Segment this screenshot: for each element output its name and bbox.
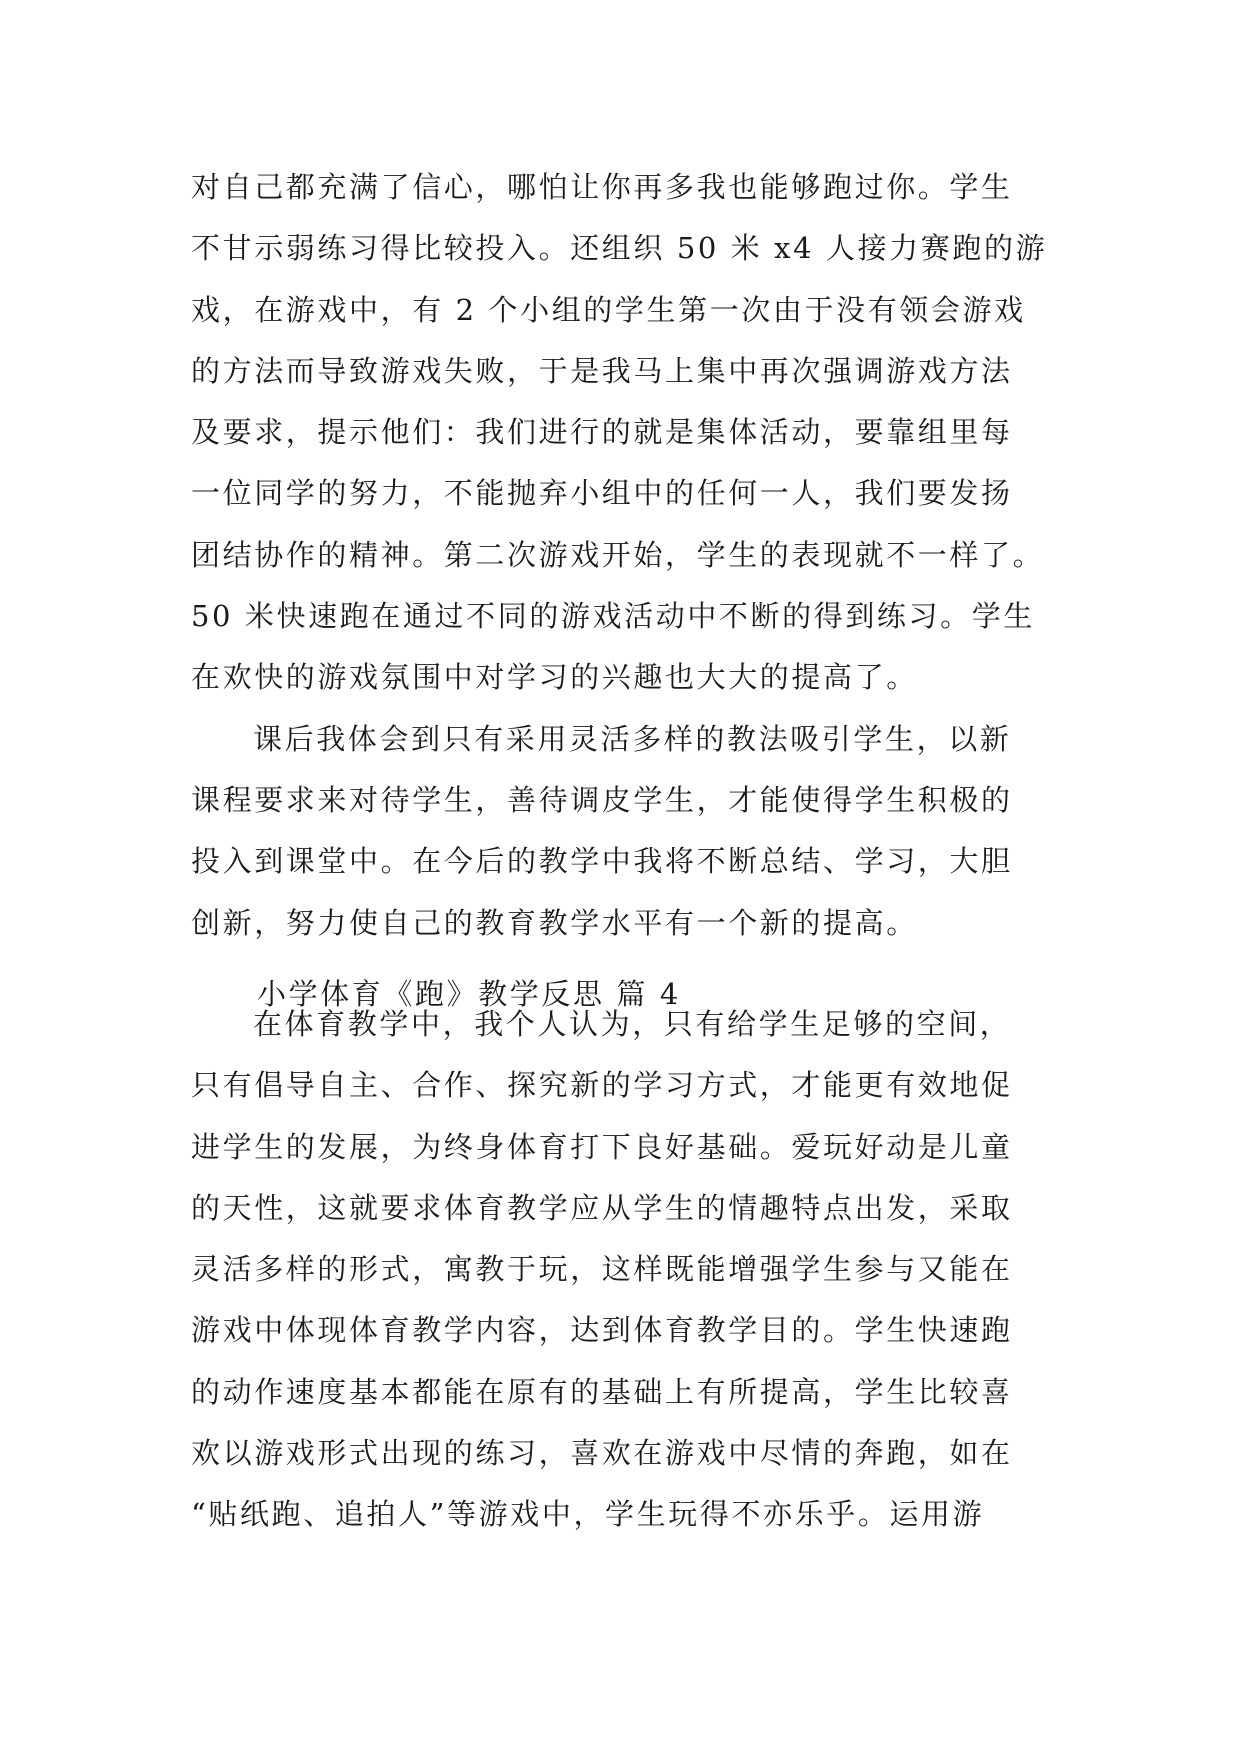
text-line: 及要求，提示他们：我们进行的就是集体活动，要靠组里每: [191, 415, 1013, 450]
text-line: 灵活多样的形式，寓教于玩，这样既能增强学生参与又能在: [191, 1252, 1013, 1287]
text-line: 一位同学的努力，不能抛弃小组中的任何一人，我们要发扬: [191, 476, 1013, 511]
text-line: 团结协作的精神。第二次游戏开始，学生的表现就不一样了。: [191, 537, 1045, 572]
text-line: 进学生的发展，为终身体育打下良好基础。爱玩好动是儿童: [191, 1129, 1013, 1164]
text-line: 的动作速度基本都能在原有的基础上有所提高，学生比较喜: [191, 1374, 1013, 1409]
text-line: 投入到课堂中。在今后的教学中我将不断总结、学习，大胆: [191, 844, 1013, 879]
text-line: 戏，在游戏中，有 2 个小组的学生第一次由于没有领会游戏: [191, 292, 1026, 327]
text-line: 游戏中体现体育教学内容，达到体育教学目的。学生快速跑: [191, 1313, 1013, 1348]
text-line: 50 米快速跑在通过不同的游戏活动中不断的得到练习。学生: [191, 599, 1035, 634]
section-heading: 小学体育《跑》教学反思 篇 4: [257, 977, 681, 1011]
text-line: 在体育教学中，我个人认为，只有给学生足够的空间，: [253, 1007, 1012, 1041]
text-line: 欢以游戏形式出现的练习，喜欢在游戏中尽情的奔跑，如在: [191, 1436, 1013, 1471]
text-line: 的天性，这就要求体育教学应从学生的情趣特点出发，采取: [191, 1190, 1013, 1225]
text-line: 不甘示弱练习得比较投入。还组织 50 米 x4 人接力赛跑的游: [191, 231, 1048, 266]
paragraph-group-1: [191, 157, 1053, 954]
text-line: “贴纸跑、追拍人”等游戏中，学生玩得不亦乐乎。运用游: [191, 1497, 985, 1532]
text-line: 在欢快的游戏氛围中对学习的兴趣也大大的提高了。: [191, 660, 918, 695]
text-line: 只有倡导自主、合作、探究新的学习方式，才能更有效地促: [191, 1068, 1013, 1103]
paragraph-group-2: [191, 994, 1053, 1546]
text-line: 课后我体会到只有采用灵活多样的教法吸引学生，以新: [253, 721, 1012, 756]
text-line: 创新，努力使自己的教育教学水平有一个新的提高。: [191, 905, 918, 940]
text-line: 对自己都充满了信心，哪怕让你再多我也能够跑过你。学生: [191, 170, 1013, 204]
text-line: 课程要求来对待学生，善待调皮学生，才能使得学生积极的: [191, 782, 1013, 817]
text-line: 的方法而导致游戏失败，于是我马上集中再次强调游戏方法: [191, 353, 1013, 388]
